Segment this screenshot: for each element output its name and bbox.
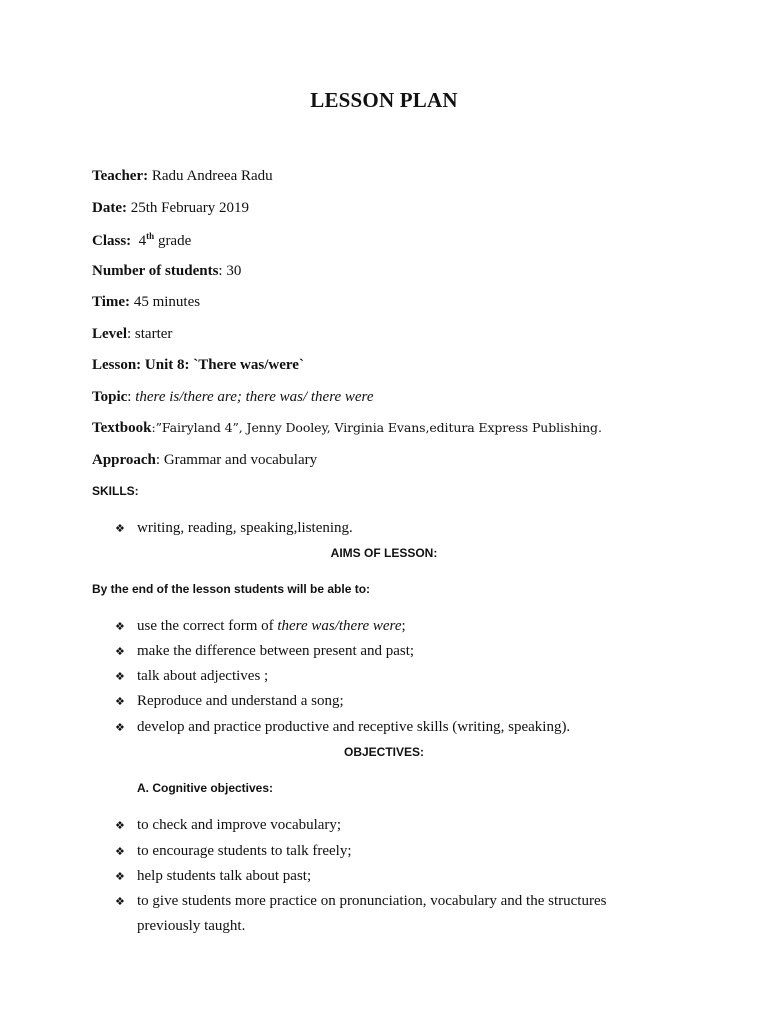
diamond-bullet-icon: ❖ (115, 870, 125, 883)
list-item (115, 643, 414, 660)
topic-line (92, 389, 374, 406)
aims-item-text: develop and practice productive and receptive skills (writing, speaking). (137, 719, 571, 735)
approach-value: : Grammar and vocabulary (155, 452, 318, 468)
class-value: grade (154, 233, 192, 249)
objectives-subheading: A. Cognitive objectives: (137, 781, 274, 795)
skills-heading: SKILLS: (92, 484, 139, 498)
aims-intro: By the end of the lesson students will be able to: (92, 582, 371, 596)
level-value: : starter (127, 326, 173, 342)
lesson-label: Lesson: Unit 8: `There was/were` (92, 357, 304, 373)
objective-item-continuation: previously taught. (137, 918, 246, 934)
list-item (115, 893, 606, 910)
topic-value: there is/there are; there was/ there were (135, 389, 374, 405)
aims-item-text: make the difference between present and past; (137, 643, 415, 659)
students-label: Number of students (92, 263, 219, 279)
textbook-line (92, 420, 602, 437)
approach-label: Approach (92, 452, 156, 468)
teacher-line (92, 168, 273, 185)
page-title: LESSON PLAN (310, 88, 458, 112)
class-number: 4 (138, 233, 147, 249)
skills-item-text: writing, reading, speaking,listening. (137, 520, 353, 536)
textbook-label: Textbook (92, 420, 152, 436)
class-line (92, 231, 191, 250)
list-item (115, 719, 570, 736)
topic-separator: : (127, 389, 136, 405)
aims-item-suffix: ; (401, 618, 406, 634)
diamond-bullet-icon: ❖ (115, 522, 125, 535)
diamond-bullet-icon: ❖ (115, 695, 125, 708)
aims-item-text: Reproduce and understand a song; (137, 693, 344, 709)
approach-line (92, 452, 317, 469)
teacher-value: Radu Andreea Radu (148, 168, 273, 184)
aims-item-emphasis: there was/there were (277, 618, 402, 634)
diamond-bullet-icon: ❖ (115, 895, 125, 908)
time-label: Time: (92, 294, 131, 310)
students-value: : 30 (218, 263, 242, 279)
diamond-bullet-icon: ❖ (115, 620, 125, 633)
diamond-bullet-icon: ❖ (115, 670, 125, 683)
time-line (92, 294, 200, 311)
textbook-value: :”Fairyland 4”, Jenny Dooley, Virginia Evans,editura Express Publishing. (151, 420, 602, 435)
time-value: 45 minutes (130, 294, 201, 310)
objective-item-text: to check and improve vocabulary; (137, 817, 342, 833)
class-label: Class: (92, 233, 132, 249)
list-item (115, 520, 353, 537)
list-item (115, 618, 406, 635)
diamond-bullet-icon: ❖ (115, 645, 125, 658)
topic-label: Topic (92, 389, 128, 405)
date-line (92, 200, 249, 217)
aims-item-text: talk about adjectives ; (137, 668, 269, 684)
class-ordinal: th (146, 231, 155, 241)
diamond-bullet-icon: ❖ (115, 721, 125, 734)
objective-item-text: help students talk about past; (137, 868, 312, 884)
date-label: Date: (92, 200, 127, 216)
date-value: 25th February 2019 (126, 200, 250, 216)
diamond-bullet-icon: ❖ (115, 845, 125, 858)
students-line (92, 263, 241, 280)
level-line (92, 326, 172, 343)
aims-heading: AIMS OF LESSON: (330, 546, 438, 560)
teacher-label: Teacher: (92, 168, 149, 184)
list-item (115, 868, 311, 885)
objective-item-text: to encourage students to talk freely; (137, 843, 352, 859)
aims-item-text: use the correct form of (137, 618, 278, 634)
diamond-bullet-icon: ❖ (115, 819, 125, 832)
list-item (115, 843, 352, 860)
list-item (115, 817, 341, 834)
level-label: Level (92, 326, 127, 342)
objective-item-text: to give students more practice on pronunciation, vocabulary and the structures (137, 893, 607, 909)
list-item (115, 668, 268, 685)
objectives-heading: OBJECTIVES: (343, 745, 424, 759)
lesson-line (92, 357, 304, 374)
list-item (115, 693, 344, 710)
